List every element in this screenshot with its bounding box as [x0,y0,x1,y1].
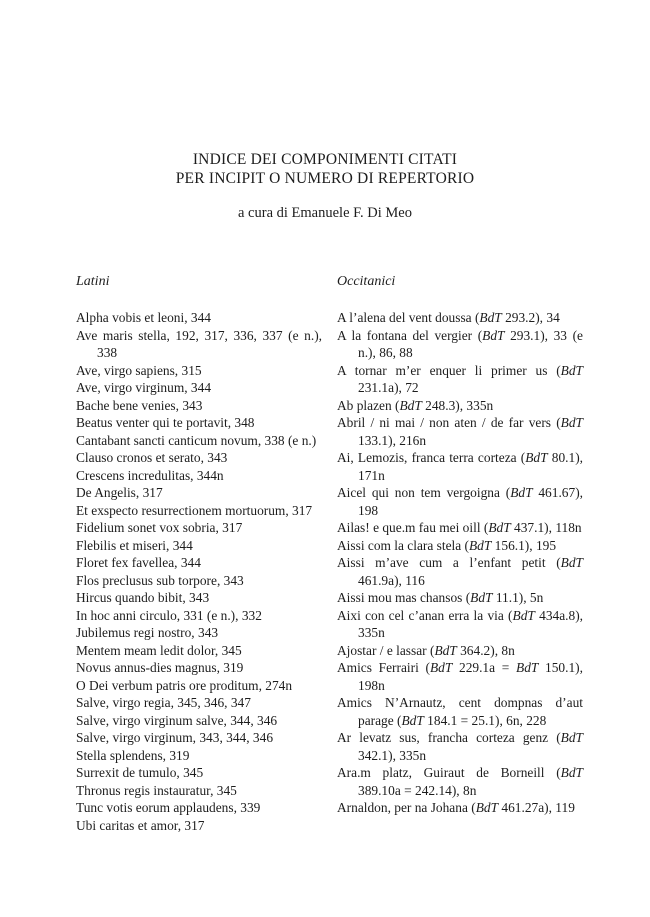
entry-text: 184.1 = 25.1), 6n, 228 [423,712,547,728]
index-entry: Flos preclusus sub torpore, 343 [76,572,244,588]
index-entry: Ubi caritas et amor, 317 [76,817,205,833]
repertory-abbrev: BdT [488,520,511,535]
index-entry: Alpha vobis et leoni, 344 [76,310,212,325]
index-entry: Ave, virgo sapiens, 315 [76,362,202,378]
index-entry: Et exspecto resurrectionem mortuorum, 317 [76,502,313,518]
index-entry: Salve, virgo regia, 345, 346, 347 [76,695,251,710]
index-entry: Jubilemus regi nostro, 343 [76,625,219,640]
entry-text: Aissi com la clara stela ( [337,537,469,553]
index-entry: Novus annus-dies magnus, 319 [76,660,244,675]
entry-text: 461.9a), 116 [358,572,425,588]
index-entry [337,309,583,327]
title-line-2: PER INCIPIT O NUMERO DI REPERTORIO [175,170,475,187]
entry-text: 150.1), 198n [358,660,583,693]
index-entry: Clauso cronos et serato, 343 [76,450,228,465]
index-entry [337,484,583,519]
title-line-1: INDICE DEI COMPONIMENTI CITATI [192,151,458,168]
entry-text: 293.2), 34 [501,310,560,325]
entry-text: Amics Ferrairi ( [337,660,430,675]
repertory-abbrev: BdT [516,660,539,675]
editor-credit: a cura di Emanuele F. Di Meo [238,205,412,221]
index-entry: Thronus regis instauratur, 345 [76,782,237,798]
latini-list [76,309,322,834]
entry-text: 434a.8), 335n [358,607,583,640]
repertory-abbrev: BdT [399,397,422,413]
repertory-abbrev: BdT [560,765,583,780]
entry-text: Aissi mou mas chansos ( [337,590,471,605]
index-entry: Floret fex favellea, 344 [76,555,201,570]
repertory-abbrev: BdT [560,730,583,745]
index-entry [337,519,583,537]
repertory-abbrev: BdT [560,555,583,570]
index-entry [337,764,583,799]
index-entry: In hoc anni circulo, 331 (e n.), 332 [76,607,262,623]
entry-text: Aissi m’ave cum a l’enfant petit ( [337,555,561,570]
entry-text: 133.1), 216n [358,432,427,448]
entry-text: 11.1), 5n [492,590,544,605]
index-entry [337,554,583,589]
index-entry: Fidelium sonet vox sobria, 317 [76,520,243,535]
repertory-abbrev: BdT [469,537,492,553]
index-entry: Ave maris stella, 192, 317, 336, 337 (e n.), 338 [76,327,322,360]
occitanici-column [337,273,583,817]
entry-text: 389.10a = 242.14), 8n [358,782,477,798]
index-title [0,150,650,188]
index-entry [337,589,583,607]
index-entry: Stella splendens, 319 [76,747,190,763]
entry-text: Arnaldon, per na Johana ( [337,800,476,815]
entry-text: Ab plazen ( [337,397,400,413]
entry-text: A la fontana del vergier ( [337,327,483,343]
repertory-abbrev: BdT [401,712,424,728]
occitanici-heading: Occitanici [337,274,396,289]
index-entry: Crescens incredulitas, 344n [76,467,224,483]
repertory-abbrev: BdT [560,415,583,430]
entry-text: 80.1), 171n [358,450,583,483]
entry-text: Ai, Lemozis, franca terra corteza ( [337,450,526,465]
entry-text: Ar levatz sus, francha corteza genz ( [337,730,561,745]
repertory-abbrev: BdT [429,660,453,675]
entry-text: Ailas! e que.m fau mei oill ( [337,520,489,535]
index-entry: Surrexit de tumulo, 345 [76,765,204,780]
entry-text: 293.1), 33 (e n.), 86, 88 [358,327,583,360]
index-entry [337,729,583,764]
repertory-abbrev: BdT [470,590,493,605]
repertory-abbrev: BdT [512,607,535,623]
index-entry: Salve, virgo virginum, 343, 344, 346 [76,730,274,745]
index-entry: Beatus venter qui te portavit, 348 [76,415,255,430]
index-entry [337,327,583,362]
index-entry: Cantabant sancti canticum novum, 338 (e n.) [76,432,317,448]
entry-text: 156.1), 195 [491,537,557,553]
entry-text: 461.27a), 119 [498,800,575,815]
repertory-abbrev: BdT [479,310,502,325]
entry-text: 229.1a = [452,660,517,675]
index-entry [337,397,583,415]
index-entry: Salve, virgo virginum salve, 344, 346 [76,712,278,728]
latini-column [76,273,322,834]
index-entry: Bache bene venies, 343 [76,397,203,413]
index-entry [337,659,583,694]
index-entry [337,449,583,484]
entry-text: 461.67), 198 [358,485,583,518]
repertory-abbrev: BdT [525,450,548,465]
index-entry: De Angelis, 317 [76,485,163,500]
repertory-abbrev: BdT [482,327,505,343]
entry-text: Aixi con cel c’anan erra la via ( [337,607,513,623]
index-entry: Mentem meam ledit dolor, 345 [76,642,242,658]
index-entry [337,694,583,729]
entry-text: 231.1a), 72 [358,380,419,395]
entry-text: A tornar m’er enquer li primer us ( [337,362,561,378]
index-entry: Tunc votis eorum applaudens, 339 [76,800,261,815]
entry-text: 364.2), 8n [456,642,515,658]
repertory-abbrev: BdT [510,485,533,500]
index-entry [337,362,583,397]
repertory-abbrev: BdT [434,642,457,658]
latini-heading: Latini [76,274,110,289]
index-entry [337,537,583,555]
entry-text: Ara.m platz, Guiraut de Borneill ( [337,765,561,780]
index-entry [337,607,583,642]
index-entry: Flebilis et miseri, 344 [76,537,193,553]
repertory-abbrev: BdT [560,362,583,378]
entry-text: A l’alena del vent doussa ( [337,310,480,325]
entry-text: Amics N’Arnautz, cent dompnas d’aut parage ( [337,695,583,728]
repertory-abbrev: BdT [475,800,499,815]
index-entry [337,799,583,817]
entry-text: 248.3), 335n [421,397,494,413]
index-entry [337,642,583,660]
index-entry: O Dei verbum patris ore proditum, 274n [76,677,293,693]
index-entry: Hircus quando bibit, 343 [76,590,210,605]
entry-text: Ajostar / e lassar ( [337,642,435,658]
index-entry: Ave, virgo virginum, 344 [76,380,212,395]
index-entry [337,414,583,449]
entry-text: 342.1), 335n [358,747,427,763]
entry-text: 437.1), 118n [510,520,582,535]
entry-text: Abril / ni mai / non aten / de far vers ( [337,415,561,430]
entry-text: Aicel qui non tem vergoigna ( [337,485,511,500]
occitanici-list [337,309,583,817]
